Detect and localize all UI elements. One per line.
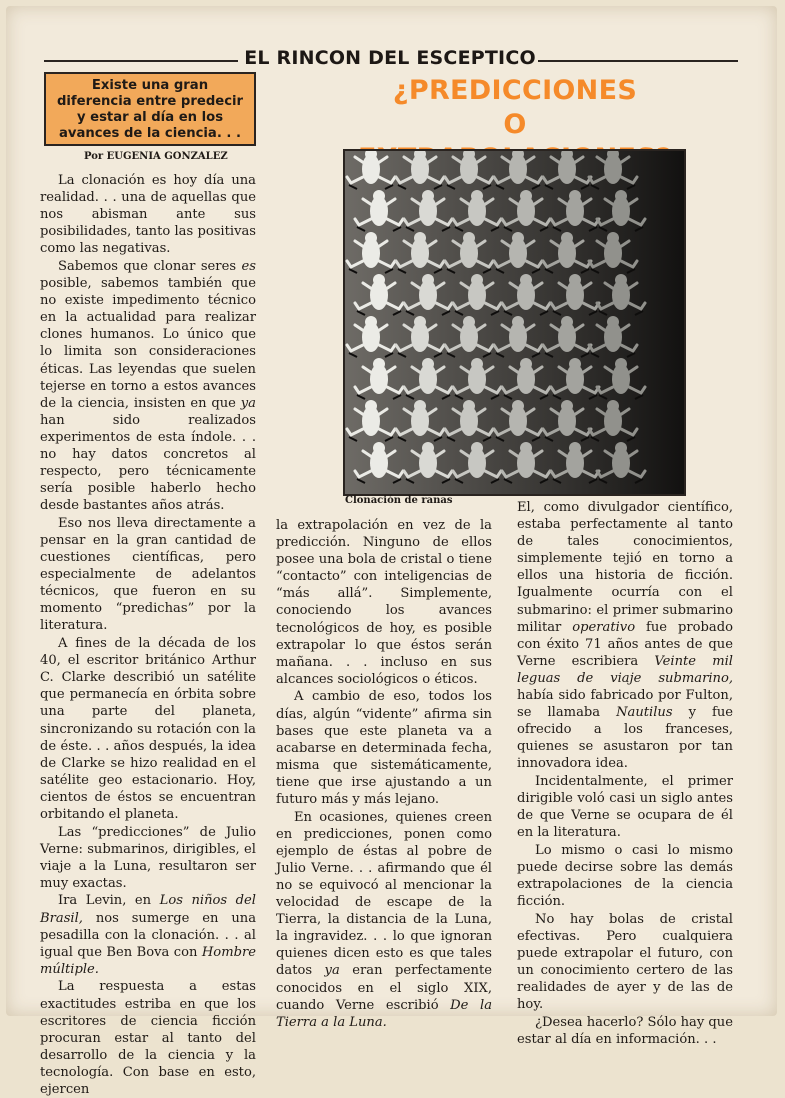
italic-text: ya [324,963,340,979]
byline: Por EUGENIA GONZALEZ [84,151,228,162]
article-paragraph [276,517,492,688]
text-run: había sido fabricado por Fulton, se llamaba [517,688,733,721]
article-paragraph [40,172,256,257]
article-paragraph [276,809,492,1031]
italic-text: ya [240,395,256,411]
text-run: Sabemos que clonar seres [58,258,242,274]
text-run: nos sumerge en una pesadilla con la clonación. . . al igual que Ben Bova con [40,910,256,960]
text-run: El, como divulgador científico, estaba perfectamente al tanto de tales conocimientos, simplemente tejió en torno a ellos una historia de ficción. Igualmente ocurría con el submarino: el primer submarino militar [517,500,733,635]
text-run: A fines de la década de los 40, el escritor británico Arthur C. Clarke describió un satélite que permanecía en órbita sobre una parte del planeta, sincronizando su rotación con la de éste. . . años después, la idea de Clarke se hizo realidad en el satélite geo estacionario. Hoy, cientos de éstos se encuentran orbitando el planeta. [40,636,256,822]
text-run: Ira Levin, en [58,893,160,909]
italic-text: Los niños del Brasil, [40,893,256,926]
header-rule-left [44,60,238,62]
text-run: ¿Desea hacerlo? Sólo hay que estar al día en información. . . [517,1014,733,1047]
italic-text: Veinte mil leguas de viaje submarino, [517,653,733,686]
teaser-line: y estar al día en los [76,110,224,125]
text-run: Eso nos lleva directamente a pensar en la gran cantidad de cuestiones científicas, pero especialmente de adelantos técnicos, que fueron en su momento “predichas” por la literatura. [40,515,256,634]
article-column-1 [40,172,256,1098]
article-paragraph [276,688,492,808]
article-paragraph [40,978,256,1098]
section-title: EL RINCON DEL ESCEPTICO [244,47,536,69]
text-run: han sido realizados experimentos de esta índole. . . no hay datos concretos al respecto, pero técnicamente sería posible haberlo hecho desde bastantes años atrás. [40,412,256,514]
photo-caption: Clonación de ranas [345,495,453,506]
italic-text: De la Tierra a la Luna. [276,997,492,1030]
article-paragraph [517,842,733,910]
text-run: A cambio de eso, todos los días, algún “vidente” afirma sin bases que este planeta va a acabarse en determinada fecha, misma que sistemáticamente, tiene que irse ajustando a un futuro más y más lejano. [276,689,492,807]
text-run: fue probado con éxito 71 años antes de que Verne escribiera [517,619,733,669]
teaser-line: avances de la ciencia. . . [58,126,242,141]
italic-text: es [241,258,256,274]
headline-line-1: ¿PREDICCIONES [392,75,638,106]
teaser-box [44,72,256,146]
article-paragraph [40,824,256,892]
text-run: No hay bolas de cristal efectivas. Pero cualquiera puede extrapolar el futuro, con un conocimiento certero de las realidades de ayer y de las de hoy. [517,911,733,1013]
article-paragraph [517,499,733,773]
header-rule-right [538,60,738,62]
headline-line-2: O [503,109,527,140]
text-run: posible, sabemos también que no existe impedimento técnico en la actualidad para realizar clones humanos. Lo único que lo limita son consideraciones éticas. Las leyendas que suelen tejerse en torno a estos avances de la ciencia, insisten en que [40,276,256,411]
italic-text: Hombre múltiple. [40,944,256,977]
article-paragraph [517,1014,733,1048]
italic-text: operativo [572,619,636,635]
article-paragraph [517,773,733,841]
article-paragraph [517,911,733,1014]
teaser-line: diferencia entre predecir [56,94,244,109]
frogs-illustration [345,151,684,494]
text-run: eran perfectamente conocidos en el siglo XIX, cuando Verne escribió [276,963,492,1013]
article-paragraph [40,515,256,635]
text-run: La respuesta a estas exactitudes estriba en que los escritores de ciencia ficción procuran estar al tanto del desarrollo de la ciencia y la tecnología. Con base en esto, ejercen [40,979,256,1097]
article-paragraph [40,635,256,823]
article-paragraph [40,258,256,514]
text-run: Incidentalmente, el primer dirigible voló casi un siglo antes de que Verne se ocupara de él en la literatura. [517,774,733,841]
italic-text: Nautilus [616,705,673,721]
article-paragraph [40,892,256,977]
text-run: En ocasiones, quienes creen en predicciones, ponen como ejemplo de éstas al pobre de Julio Verne. . . afirmando que él no se equivocó al mencionar la velocidad de escape de la Tierra, la distancia de la Luna, la ingravidez. . . lo que ignoran quienes dicen esto es que tales datos [276,809,492,979]
article-column-2 [276,517,492,1031]
text-run: y fue ofrecido a los franceses, quienes se asustaron por tan innovadora idea. [517,705,734,772]
text-run: Las “predicciones” de Julio Verne: submarinos, dirigibles, el viaje a la Luna, resultaron ser muy exactas. [40,824,256,891]
article-column-3 [517,499,733,1048]
frog-clone-photo [343,149,686,496]
teaser-line: Existe una gran [91,78,209,93]
text-run: La clonación es hoy día una realidad. . . una de aquellas que nos abisman ante sus posibilidades, tanto las positivas como las negativas. [40,173,256,257]
text-run: la extrapolación en vez de la predicción. Ninguno de ellos posee una bola de cristal o tiene “contacto” con inteligencias de “más allá”. Simplemente, conociendo los avances tecnológicos de hoy, es posible extrapolar lo que éstos serán mañana. . . incluso en sus alcances sociológicos o éticos. [276,518,492,687]
text-run: Lo mismo o casi lo mismo puede decirse sobre las demás extrapolaciones de la ciencia ficción. [517,842,733,910]
